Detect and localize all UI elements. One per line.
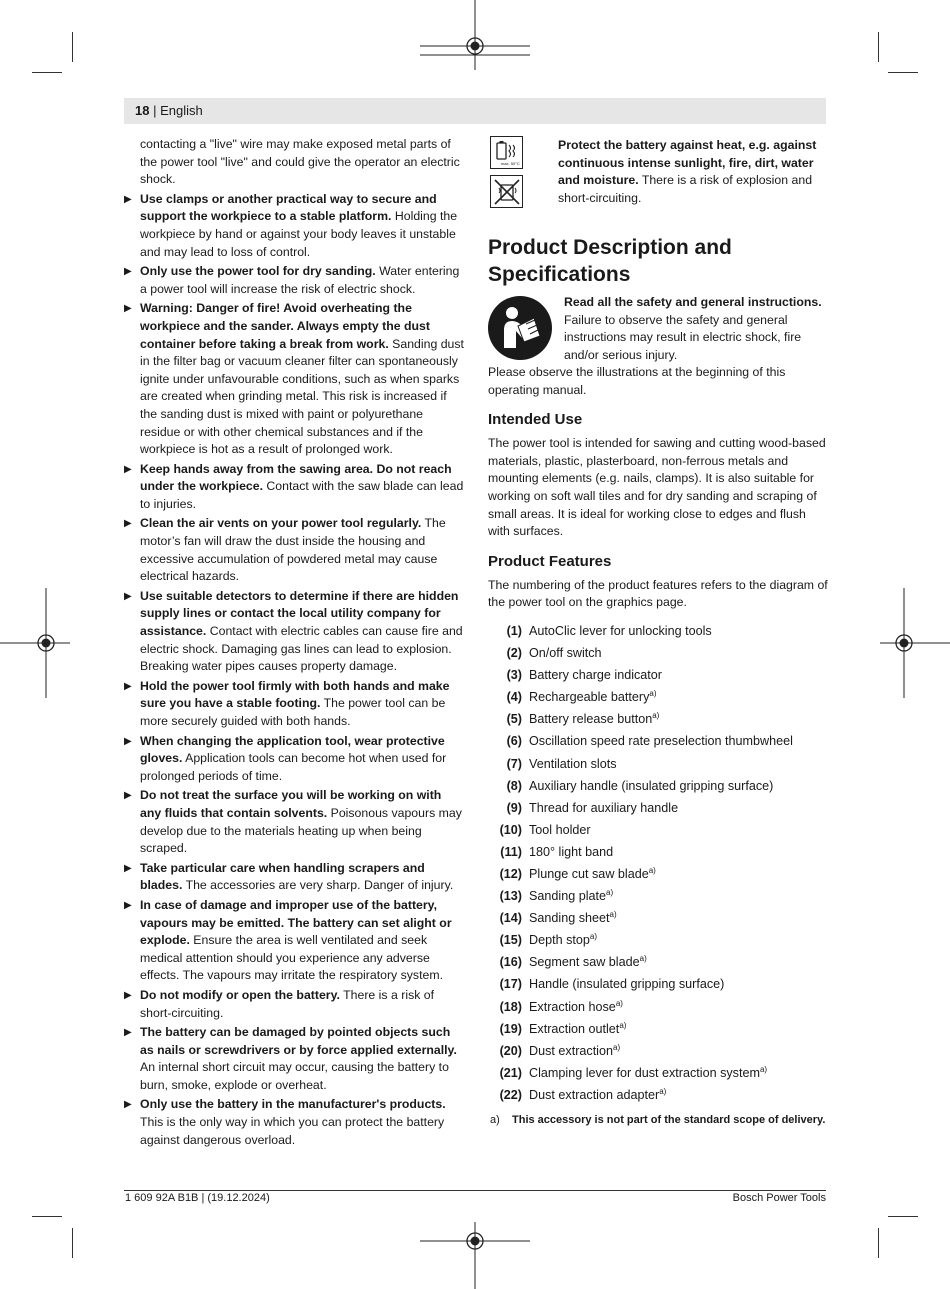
page-header xyxy=(124,98,826,124)
bullet-bold: Hold the power tool firmly with both hands and make sure you have a stable footing. xyxy=(140,678,450,711)
product-features-intro: The numbering of the product features refers to the diagram of the power tool on the graphics page. xyxy=(488,577,828,610)
feature-item xyxy=(488,973,828,995)
safety-bullet-list xyxy=(123,191,465,1149)
crop-mark xyxy=(72,32,73,62)
bullet-text: Contact with the saw blade can lead to injuries. xyxy=(140,479,464,511)
bullet-arrow-icon: ▶ xyxy=(124,518,132,530)
battery-warning-icons xyxy=(490,136,526,214)
intended-use-text: The power tool is intended for sawing and cutting wood-based materials, plastic, plasterboard, non-ferrous metals and mounting elements (e.g. nails, clamps). It is also suitable for working on soft wall tiles and for dry sanding and scraping of small areas. It is ideal for working close to edges and flush with surfaces. xyxy=(488,436,826,539)
feature-number: (18) xyxy=(499,999,522,1014)
footer-doc-id: 1 609 92A B1B | (19.12.2024) xyxy=(125,1192,270,1204)
feature-label-wrap xyxy=(529,686,657,708)
feature-note: a) xyxy=(639,954,647,964)
feature-number: (10) xyxy=(499,822,522,837)
accessory-footnote xyxy=(488,1112,828,1130)
feature-label-wrap xyxy=(529,1084,666,1106)
feature-label-wrap xyxy=(529,1018,626,1040)
bullet-text: Sanding dust in the filter bag or vacuum cleaner filter can spontaneously ignite under unfavourable conditions, such as when sparks are created when grinding metal. This risk is increased if the sanding dust is mixed with paint or polyurethane residue or with other chemical substances and if the workpiece is hot as a result of prolonged work. xyxy=(140,336,464,457)
read-instructions-text xyxy=(564,294,828,364)
feature-item xyxy=(488,1084,828,1106)
feature-label-wrap xyxy=(529,642,602,664)
feature-number: (13) xyxy=(499,889,522,904)
feature-note: a) xyxy=(648,865,656,875)
feature-item xyxy=(488,996,828,1018)
feature-number: (1) xyxy=(506,623,522,638)
feature-label: Oscillation speed rate preselection thumbwheel xyxy=(529,734,793,749)
footer-rule xyxy=(124,1190,826,1191)
feature-item xyxy=(488,664,828,686)
crop-mark xyxy=(888,72,918,73)
feature-number: (14) xyxy=(499,911,522,926)
feature-note: a) xyxy=(649,689,657,699)
bullet-arrow-icon: ▶ xyxy=(124,303,132,315)
footer-brand: Bosch Power Tools xyxy=(732,1192,826,1204)
registration-mark-top-icon xyxy=(420,0,530,70)
feature-note: a) xyxy=(652,711,660,721)
battery-water-prohibited-icon xyxy=(490,175,523,208)
feature-label-wrap xyxy=(529,775,773,797)
crop-mark xyxy=(878,1228,879,1258)
product-features-list xyxy=(488,620,828,1106)
battery-heat-icon xyxy=(490,136,523,169)
feature-label: Clamping lever for dust extraction system xyxy=(529,1065,760,1080)
battery-warning-body: There is a risk of explosion and short-circuiting. xyxy=(558,173,813,205)
feature-number: (4) xyxy=(506,690,522,705)
feature-number: (2) xyxy=(506,646,522,661)
feature-label-wrap xyxy=(529,730,793,752)
feature-label: Auxiliary handle (insulated gripping surface) xyxy=(529,778,774,793)
page-header-text xyxy=(135,103,203,118)
feature-label-wrap xyxy=(529,1040,620,1062)
header-separator: | xyxy=(149,103,161,118)
bullet-text: Ensure the area is well ventilated and seek medical attention should you experience any adverse effects. The vapours may irritate the respiratory system. xyxy=(140,933,443,983)
safety-bullet xyxy=(123,1024,465,1094)
safety-bullet xyxy=(123,987,465,1022)
bullet-text: Holding the workpiece by hand or against your body leaves it unstable and may lead to loss of control. xyxy=(140,209,458,259)
feature-label-wrap xyxy=(529,996,623,1018)
bullet-bold: The battery can be damaged by pointed objects such as nails or screwdrivers or by force applied externally. xyxy=(140,1025,457,1057)
safety-bullet xyxy=(123,678,465,731)
feature-number: (6) xyxy=(506,734,522,749)
feature-label: Rechargeable battery xyxy=(529,690,650,705)
safety-bullet xyxy=(123,263,465,298)
feature-label: Dust extraction adapter xyxy=(529,1087,660,1102)
bullet-arrow-icon: ▶ xyxy=(124,590,132,602)
feature-note: a) xyxy=(759,1064,768,1074)
feature-note: a) xyxy=(619,1020,627,1030)
bullet-text: Application tools can become hot when used for prolonged periods of time. xyxy=(140,751,447,783)
feature-label-wrap xyxy=(529,708,659,730)
feature-label-wrap xyxy=(529,841,613,863)
feature-label-wrap xyxy=(529,907,617,929)
feature-label-wrap xyxy=(529,620,712,642)
footnote-text: This accessory is not part of the standard scope of delivery. xyxy=(512,1114,826,1126)
feature-number: (5) xyxy=(506,712,522,727)
bullet-bold: Do not modify or open the battery. xyxy=(140,987,340,1002)
feature-label: Extraction hose xyxy=(529,999,616,1014)
feature-item xyxy=(488,1018,828,1040)
feature-label: Battery release button xyxy=(529,712,653,727)
feature-item xyxy=(488,929,828,951)
feature-item xyxy=(488,907,828,929)
bullet-text: An internal short circuit may occur, causing the battery to burn, smoke, explode or overheat. xyxy=(140,1060,449,1092)
feature-label: Segment saw blade xyxy=(529,955,640,970)
battery-temp-label: max. 50°C xyxy=(500,160,520,166)
feature-note: a) xyxy=(589,932,598,942)
feature-item xyxy=(488,819,828,841)
feature-item xyxy=(488,1062,828,1084)
footnote-marker: a) xyxy=(490,1114,500,1126)
safety-bullet xyxy=(123,191,465,261)
feature-label: Ventilation slots xyxy=(529,756,617,771)
feature-number: (21) xyxy=(499,1065,522,1080)
bullet-bold: Only use the power tool for dry sanding. xyxy=(140,264,376,279)
page-number: 18 xyxy=(135,103,150,118)
crop-mark xyxy=(888,1216,918,1217)
feature-label: Thread for auxiliary handle xyxy=(529,800,679,815)
safety-bullet xyxy=(123,588,465,676)
bullet-text: The accessories are very sharp. Danger of injury. xyxy=(182,878,454,893)
feature-label-wrap xyxy=(529,753,617,775)
bullet-text: Contact with electric cables can cause fire and electric shock. Damaging gas lines can lead to explosion. Breaking water pipes causes property damage. xyxy=(140,624,463,674)
crop-mark xyxy=(32,72,62,73)
feature-label: Handle (insulated gripping surface) xyxy=(529,977,725,992)
feature-item xyxy=(488,841,828,863)
crop-mark xyxy=(32,1216,62,1217)
right-column xyxy=(488,136,828,1130)
read-instructions-body: Failure to observe the safety and general instructions may result in electric shock, fire and/or serious injury. xyxy=(564,312,802,362)
safety-bullet xyxy=(123,461,465,514)
left-column xyxy=(123,136,465,1151)
feature-label-wrap xyxy=(529,863,656,885)
read-instructions-notice xyxy=(488,294,828,364)
bullet-arrow-icon: ▶ xyxy=(124,1027,132,1039)
bullet-bold: Only use the battery in the manufacturer's products. xyxy=(140,1097,446,1112)
feature-note: a) xyxy=(606,887,614,897)
bullet-arrow-icon: ▶ xyxy=(124,735,132,747)
battery-warning-text xyxy=(558,137,826,207)
feature-item xyxy=(488,686,828,708)
feature-label-wrap xyxy=(529,929,597,951)
feature-note: a) xyxy=(609,909,617,919)
continued-paragraph: contacting a "live" wire may make exposed metal parts of the power tool "live" and could give the operator an electric shock. xyxy=(140,137,460,187)
bullet-text: The motor’s fan will draw the dust inside the housing and excessive accumulation of powdered metal may cause electrical hazards. xyxy=(140,516,446,584)
section-title: Product Description and Specifications xyxy=(488,236,732,286)
feature-label: Extraction outlet xyxy=(529,1021,620,1036)
safety-bullet xyxy=(123,860,465,895)
bullet-text: There is a risk of short-circuiting. xyxy=(140,987,435,1020)
bullet-text: This is the only way in which you can protect the battery against dangerous overload. xyxy=(140,1115,445,1147)
product-features-heading: Product Features xyxy=(488,552,612,570)
bullet-bold: Use suitable detectors to determine if there are hidden supply lines or contact the local utility company for assistance. xyxy=(140,588,459,639)
feature-number: (7) xyxy=(506,756,522,771)
bullet-text: Water entering a power tool will increase the risk of electric shock. xyxy=(140,264,460,296)
feature-label: Sanding plate xyxy=(529,889,607,904)
feature-number: (9) xyxy=(506,800,522,815)
feature-item xyxy=(488,708,828,730)
feature-label: Sanding sheet xyxy=(529,911,610,926)
feature-label: Plunge cut saw blade xyxy=(529,866,649,881)
feature-number: (16) xyxy=(499,955,522,970)
feature-item xyxy=(488,797,828,819)
safety-bullet xyxy=(123,300,465,458)
bullet-arrow-icon: ▶ xyxy=(124,680,132,692)
feature-label-wrap xyxy=(529,819,591,841)
crop-mark xyxy=(72,1228,73,1258)
bullet-bold: Do not treat the surface you will be working on with any fluids that contain solvents. xyxy=(140,788,442,820)
bullet-arrow-icon: ▶ xyxy=(124,463,132,475)
feature-item xyxy=(488,951,828,973)
safety-bullet xyxy=(123,733,465,786)
header-language: English xyxy=(160,103,203,118)
illustrations-note: Please observe the illustrations at the beginning of this operating manual. xyxy=(488,365,786,397)
feature-label: 180° light band xyxy=(529,844,614,859)
feature-label: Depth stop xyxy=(529,933,590,948)
feature-item xyxy=(488,885,828,907)
feature-label-wrap xyxy=(529,951,647,973)
feature-note: a) xyxy=(659,1086,667,1096)
feature-item xyxy=(488,730,828,752)
feature-label-wrap xyxy=(529,1062,767,1084)
feature-note: a) xyxy=(613,1042,621,1052)
bullet-bold: Warning: Danger of fire! Avoid overheating the workpiece and the sander. Always empty the dust container before taking a break from work. xyxy=(140,301,430,351)
bullet-arrow-icon: ▶ xyxy=(124,899,132,911)
feature-item xyxy=(488,1040,828,1062)
bullet-arrow-icon: ▶ xyxy=(124,862,132,874)
bullet-bold: Take particular care when handling scrapers and blades. xyxy=(140,860,425,893)
registration-mark-bottom-icon xyxy=(420,1222,530,1289)
read-instructions-bold: Read all the safety and general instructions. xyxy=(564,295,822,309)
safety-bullet xyxy=(123,787,465,857)
feature-label: Dust extraction xyxy=(529,1043,613,1058)
feature-label-wrap xyxy=(529,885,613,907)
feature-label: On/off switch xyxy=(529,646,602,661)
feature-number: (3) xyxy=(506,668,522,683)
safety-bullet xyxy=(123,1096,465,1149)
feature-item xyxy=(488,642,828,664)
feature-number: (19) xyxy=(499,1021,522,1036)
bullet-arrow-icon: ▶ xyxy=(124,193,132,205)
feature-number: (15) xyxy=(499,933,522,948)
crop-mark xyxy=(878,32,879,62)
read-manual-icon xyxy=(488,296,552,360)
bullet-arrow-icon: ▶ xyxy=(124,1099,132,1111)
feature-item xyxy=(488,863,828,885)
feature-number: (22) xyxy=(499,1087,522,1102)
feature-label: Battery charge indicator xyxy=(529,668,663,683)
feature-number: (11) xyxy=(500,844,522,859)
bullet-bold: In case of damage and improper use of the battery, vapours may be emitted. The battery can set alight or explode. xyxy=(140,897,452,948)
bullet-bold: When changing the application tool, wear protective gloves. xyxy=(140,733,445,766)
feature-number: (17) xyxy=(499,977,522,992)
feature-item xyxy=(488,753,828,775)
feature-item xyxy=(488,620,828,642)
feature-number: (12) xyxy=(499,866,522,881)
feature-number: (8) xyxy=(506,778,522,793)
bullet-bold: Clean the air vents on your power tool regularly. xyxy=(140,516,422,531)
feature-note: a) xyxy=(615,998,623,1008)
intended-use-heading: Intended Use xyxy=(488,411,583,429)
bullet-bold: Keep hands away from the sawing area. Do not reach under the workpiece. xyxy=(140,461,452,494)
feature-label: AutoClic lever for unlocking tools xyxy=(529,623,712,638)
bullet-arrow-icon: ▶ xyxy=(124,989,132,1001)
safety-bullet xyxy=(123,515,465,585)
registration-mark-right-icon xyxy=(880,588,950,698)
bullet-arrow-icon: ▶ xyxy=(124,790,132,802)
feature-label-wrap xyxy=(529,664,662,686)
safety-bullet xyxy=(123,897,465,985)
feature-number: (20) xyxy=(499,1043,522,1058)
feature-label-wrap xyxy=(529,797,678,819)
bullet-text: Poisonous vapours may develop due to the materials heating up when being scraped. xyxy=(140,805,462,856)
battery-warning-bold: Protect the battery against heat, e.g. against continuous intense sunlight, fire, dirt, water and moisture. xyxy=(558,138,817,188)
feature-label-wrap xyxy=(529,973,724,995)
bullet-bold: Use clamps or another practical way to secure and support the workpiece to a stable platform. xyxy=(140,191,437,224)
feature-item xyxy=(488,775,828,797)
registration-mark-left-icon xyxy=(0,588,70,698)
bullet-text: The power tool can be more securely guided with both hands. xyxy=(140,696,446,728)
feature-label: Tool holder xyxy=(529,822,591,837)
bullet-arrow-icon: ▶ xyxy=(124,266,132,278)
battery-warning xyxy=(488,136,828,232)
